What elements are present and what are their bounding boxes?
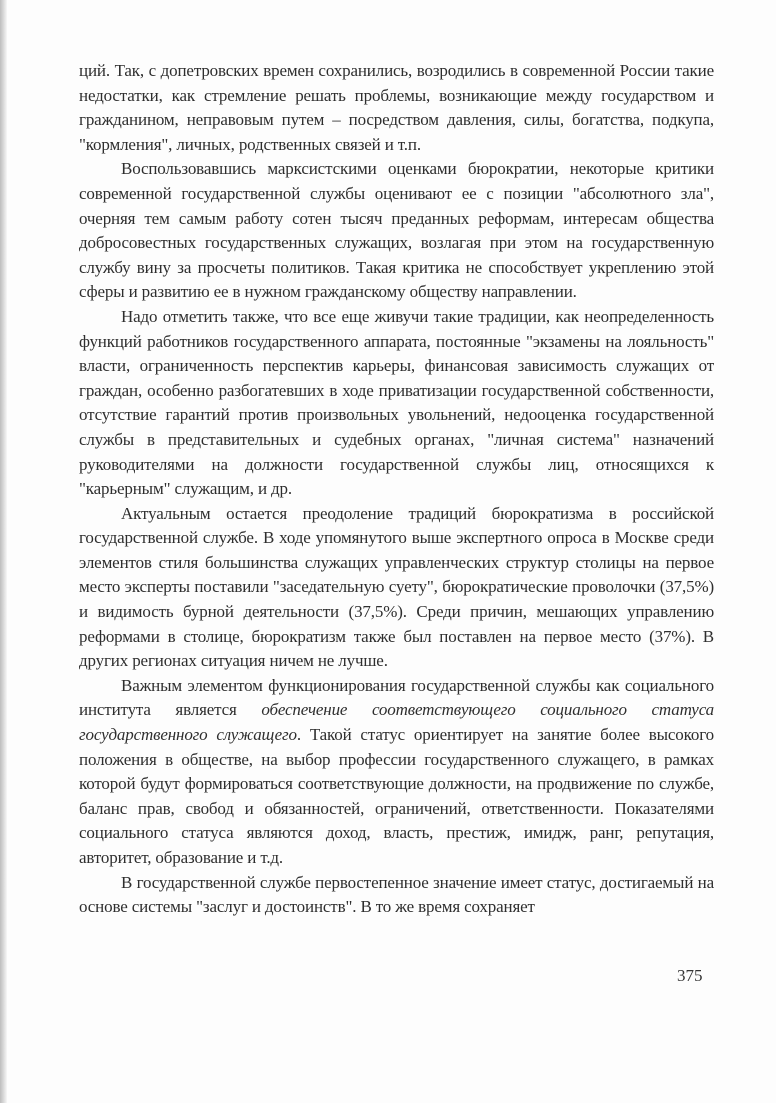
paragraph-2 [79,157,714,305]
paragraph-1 [79,59,714,157]
paragraph-4-text: Актуальным остается преодоление традиций бюрократизма в российской государственной службе. В ходе упомянутого выше экспертного опроса в Москве среди элементов стиля большинства служащих управленческих структур столицы на первое место эксперты поставили "заседательную суету", бюрократические проволочки (37,5%) и видимость бурной деятельности (37,5%). Среди причин, мешающих управлению реформами в столице, бюрократизм также был поставлен на первое место (37%). В других регионах ситуация ничем не лучше. [79,503,714,671]
paragraph-5-italic-emphasis: обеспечение соответствующего социального статуса государственного служащего [79,700,714,745]
page-binding-edge [0,0,7,1103]
paragraph-1-text: ций. Так, с допетровских времен сохранились, возродились в современной России такие недостатки, как стремление решать проблемы, возникающие между государством и гражданином, неправовым путем – посредством давления, силы, богатства, подкупа, "кормления", личных, родственных связей и т.п. [79,61,714,154]
paragraph-4 [79,502,714,674]
page-number: 375 [677,966,703,985]
paragraph-6-text: В государственной службе первостепенное значение имеет статус, достигаемый на основе системы "заслуг и достоинств". В то же время сохраняет [79,872,714,917]
paragraph-5-text-end: . Такой статус ориентирует на занятие более высокого положения в обществе, на выбор профессии государственного служащего, в рамках которой будут формироваться соответствующие должности, на продвижение по службе, баланс прав, свобод и обязанностей, ограничений, ответственности. Показателями социального статуса являются доход, власть, престиж, имидж, ранг, репутация, авторитет, образование и т.д. [79,725,714,867]
body-text [79,59,714,920]
paragraph-5-text-start: Важным элементом функционирования государственной службы как социального института является [79,675,714,720]
paragraph-3-text: Надо отметить также, что все еще живучи такие традиции, как неопределенность функций работников государственного аппарата, постоянные "экзамены на лояльность" власти, ограниченность перспектив карьеры, финансовая зависимость служащих от граждан, особенно разбогатевших в ходе приватизации государственной собственности, отсутствие гарантий против произвольных увольнений, недооценка государственной службы в представительных и судебных органах, "личная система" назначений руководителями на должности государственной службы лиц, относящихся к "карьерным" служащим, и др. [79,306,714,499]
paragraph-3 [79,305,714,502]
paragraph-5 [79,674,714,871]
paragraph-6 [79,871,714,920]
paragraph-2-text: Воспользовавшись марксистскими оценками бюрократии, некоторые критики современной государственной службы оценивают ее с позиции "абсолютного зла", очерняя тем самым работу сотен тысяч преданных реформам, интересам общества добросовестных государственных служащих, возлагая при этом на государственную службу вину за просчеты политиков. Такая критика не способствует укреплению этой сферы и развитию ее в нужном гражданскому обществу направлении. [79,159,714,302]
